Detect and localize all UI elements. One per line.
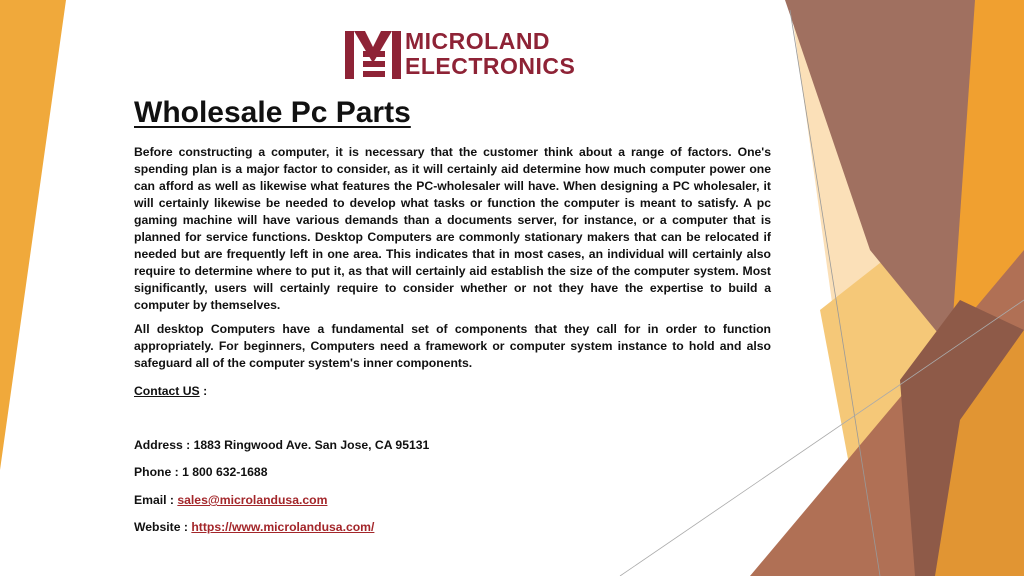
phone-line xyxy=(134,465,267,479)
contact-us-link[interactable]: Contact US xyxy=(134,384,200,398)
logo-line-1: MICROLAND xyxy=(405,28,551,54)
address-label: Address : xyxy=(134,438,194,452)
address-line xyxy=(134,438,429,452)
email-link[interactable]: sales@microlandusa.com xyxy=(177,493,328,507)
company-logo xyxy=(345,28,576,81)
logo-mark-icon xyxy=(345,31,401,79)
contact-heading-suffix: : xyxy=(199,384,208,398)
page-title: Wholesale Pc Parts xyxy=(134,96,411,129)
website-label: Website : xyxy=(134,520,192,534)
website-link[interactable]: https://www.microlandusa.com/ xyxy=(191,520,375,534)
website-line xyxy=(134,520,374,534)
left-orange-strip xyxy=(0,0,66,470)
paragraph-2: All desktop Computers have a fundamental set of components that they call for in order to function appropriately. For beginners, Computers need a framework or computer system instance to hold and also safeguard all of the computer system's inner components. xyxy=(134,322,771,370)
phone-value: 1 800 632-1688 xyxy=(182,465,268,479)
email-line xyxy=(134,493,327,507)
phone-label: Phone : xyxy=(134,465,183,479)
main-content xyxy=(134,96,771,379)
contact-heading xyxy=(134,384,207,398)
paragraph-1: Before constructing a computer, it is necessary that the customer think about a range of factors. One's spending plan is a major factor to consider, as it will certainly aid determine how much computer power one can afford as well as likewise what features the PC-wholesaler will have. When designing a PC wholesaler, it will certainly likewise be needed to develop what tasks or function the computer is meant to satisfy. A pc gaming machine will have various demands than a documents server, for instance, or a computer that is planned for service functions. Desktop Computers are commonly stationary makers that can be relocated if needed but are frequently left in one area. This indicates that in most cases, an individual will certainly also require to determine where to put it, as that will certainly aid establish the size of the computer system. Most significantly, users will certainly require to consider whether or not they have the expertise to build a computer by themselves. xyxy=(134,145,771,312)
logo-line-2: ELECTRONICS xyxy=(405,53,576,79)
email-label: Email : xyxy=(134,493,178,507)
address-value: 1883 Ringwood Ave. San Jose, CA 95131 xyxy=(193,438,430,452)
